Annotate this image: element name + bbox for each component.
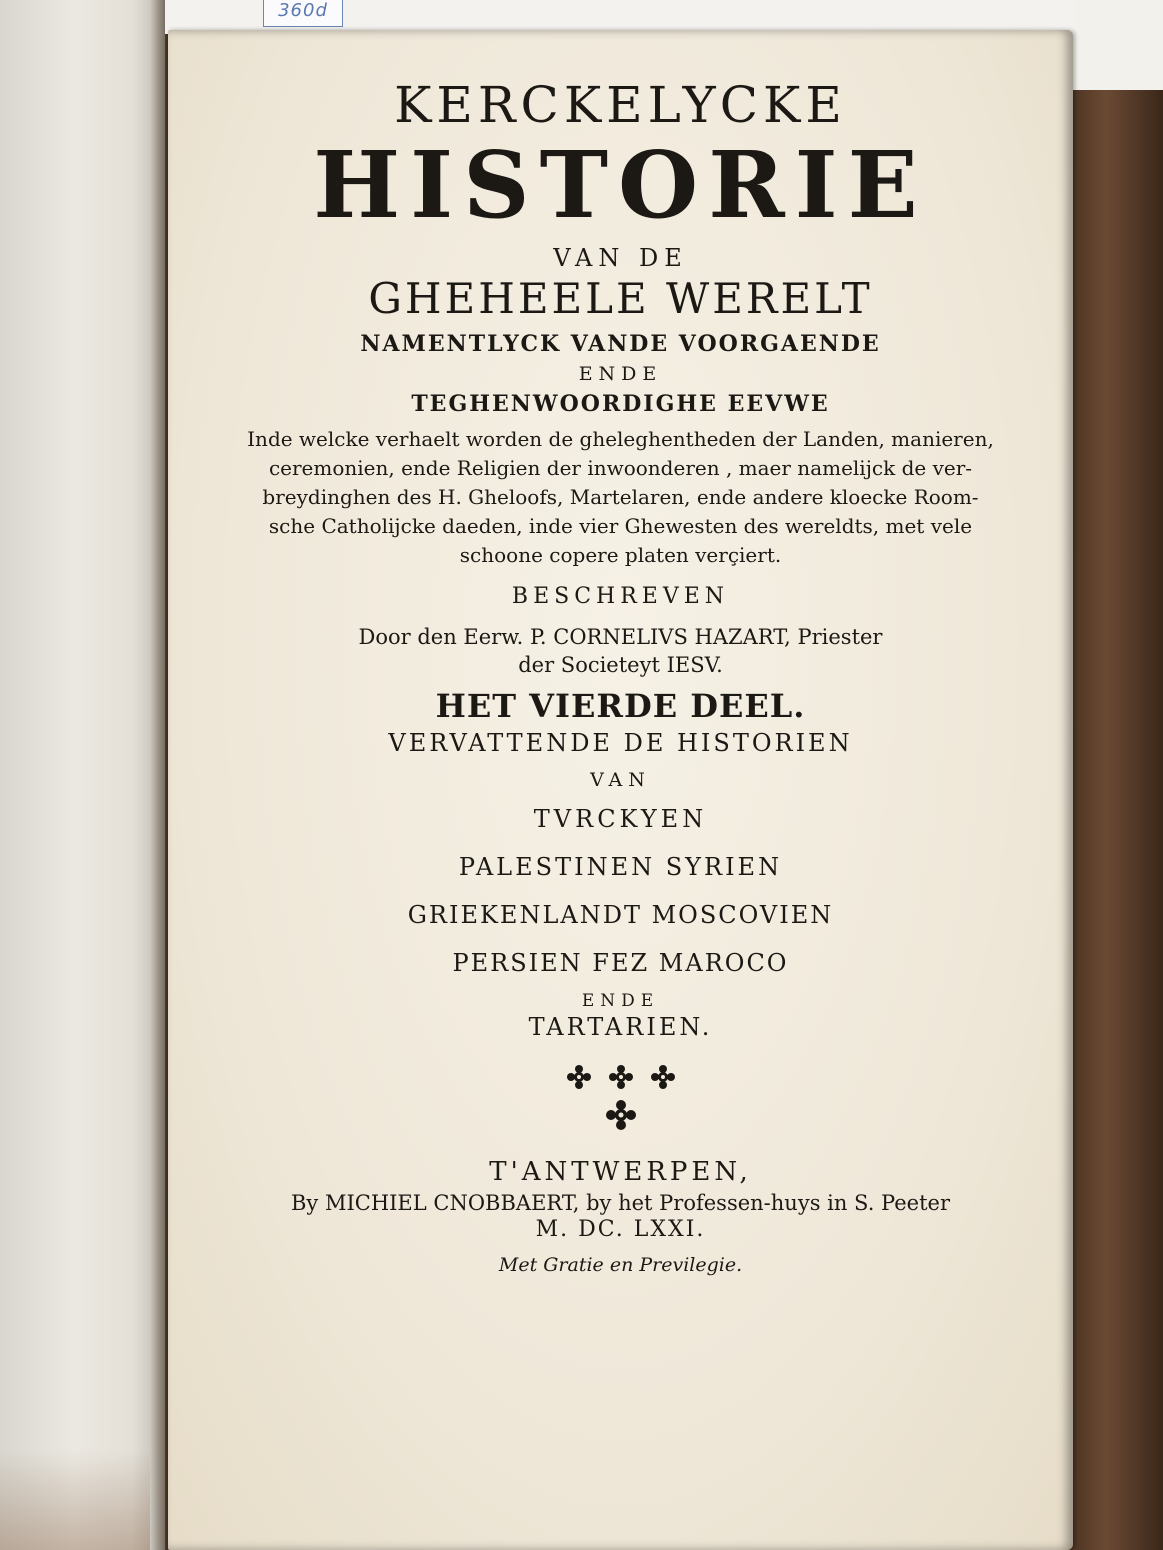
- author-line: Door den Eerw. P. CORNELIVS HAZART, Priester: [358, 625, 883, 649]
- book-cover-edge: [1068, 90, 1163, 1550]
- region-turckyen: TVRCKYEN: [533, 805, 708, 833]
- author-block: [168, 623, 1073, 679]
- title-line-historie: HISTORIE: [313, 131, 928, 239]
- floral-fleuron-icon: [561, 1063, 681, 1135]
- background-strip: [1068, 0, 1163, 90]
- title-line-gheheele-werelt: GHEHEELE WERELT: [368, 274, 873, 323]
- privilege-line: Met Gratie en Previlegie.: [498, 1254, 743, 1276]
- imprint-year: M. DC. LXXI.: [535, 1217, 706, 1242]
- ende-line: ENDE: [581, 991, 660, 1011]
- beschreven-heading: BESCHREVEN: [511, 584, 730, 609]
- region-persien-fez-maroco: PERSIEN FEZ MAROCO: [452, 949, 789, 977]
- description-line: ceremonien, ende Religien der inwoonderen , maer namelijck de ver-: [268, 456, 973, 480]
- description-line: sche Catholijcke daeden, inde vier Ghewesten des wereldts, met vele: [268, 514, 973, 538]
- title-page-text: [168, 70, 1073, 1276]
- title-line-kerckelycke: KERCKELYCKE: [394, 76, 847, 134]
- contents-heading: VERVATTENDE DE HISTORIEN: [388, 729, 853, 757]
- title-line-van-de: VAN DE: [553, 244, 688, 272]
- region-palestinen-syrien: PALESTINEN SYRIEN: [458, 853, 783, 881]
- volume-heading: HET VIERDE DEEL.: [435, 687, 806, 725]
- region-griekenlandt-moscovien: GRIEKENLANDT MOSCOVIEN: [407, 901, 834, 929]
- left-page: [0, 0, 165, 1550]
- description-line: breydinghen des H. Gheloofs, Martelaren, ende andere kloecke Room-: [262, 485, 979, 509]
- left-cover-shadow: [0, 1450, 150, 1550]
- title-line-namentlyck: NAMENTLYCK VANDE VOORGAENDE: [360, 331, 881, 357]
- title-line-teghenwoordighe: TEGHENWOORDIGHE EEVWE: [411, 391, 830, 417]
- description-line: schoone copere platen verçiert.: [459, 543, 782, 567]
- van-line: VAN: [590, 769, 651, 791]
- description-paragraph: [168, 425, 1073, 570]
- description-line: Inde welcke verhaelt worden de gheleghentheden der Landen, manieren,: [247, 427, 994, 451]
- shelfmark-label: 360d: [263, 0, 343, 27]
- region-tartarien: TARTARIEN.: [528, 1013, 713, 1041]
- author-society-line: der Societeyt IESV.: [518, 653, 723, 677]
- title-line-ende: ENDE: [578, 363, 663, 385]
- imprint-printer: By MICHIEL CNOBBAERT, by het Professen-huys in S. Peeter: [290, 1191, 950, 1215]
- imprint-city: T'ANTWERPEN,: [489, 1157, 752, 1187]
